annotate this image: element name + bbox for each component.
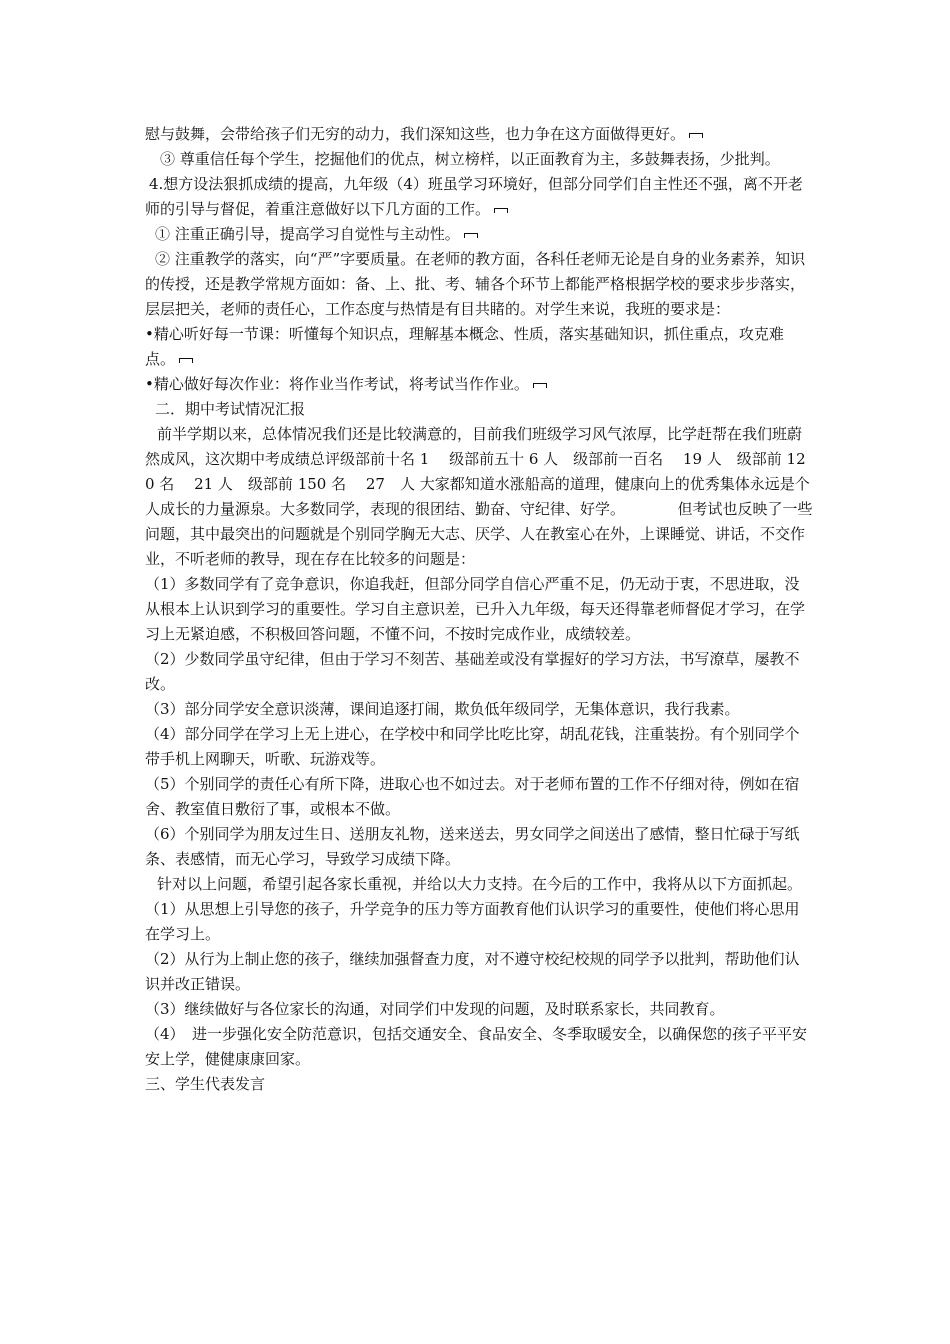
paragraph xyxy=(145,372,813,397)
paragraph xyxy=(145,247,813,322)
paragraph xyxy=(145,397,813,422)
paragraph xyxy=(145,872,813,897)
paragraph-text: （1）从思想上引导您的孩子，升学竞争的压力等方面教育他们认识学习的重要性，使他们将心思用在学习上。 xyxy=(145,900,800,943)
paragraph-mark-icon xyxy=(178,355,194,365)
paragraph-text: 三、学生代表发言 xyxy=(145,1075,266,1093)
paragraph-text: （2）少数同学虽守纪律，但由于学习不刻苦、基础差或没有掌握好的学习方法，书写潦草，屡教不改。 xyxy=(145,650,800,693)
paragraph xyxy=(145,722,813,772)
paragraph xyxy=(145,772,813,822)
paragraph-text: 二．期中考试情况汇报 xyxy=(155,400,306,418)
paragraph xyxy=(145,822,813,872)
paragraph-mark-icon xyxy=(493,205,509,215)
paragraph-text: （4）部分同学在学习上无上进心，在学校中和同学比吃比穿，胡乱花钱，注重装扮。有个别同学个带手机上网聊天，听歌、玩游戏等。 xyxy=(145,725,800,768)
paragraph xyxy=(145,322,813,372)
paragraph-text: （5）个别同学的责任心有所下降，进取心也不如过去。对于老师布置的工作不仔细对待，例如在宿舍、教室值日敷衍了事，或根本不做。 xyxy=(145,775,800,818)
paragraph xyxy=(145,647,813,697)
paragraph xyxy=(145,172,813,222)
paragraph xyxy=(145,222,813,247)
paragraph-text: ② 注重教学的落实，向“严”字要质量。在老师的教方面，各科任老师无论是自身的业务素养，知识的传授，还是教学常规方面如：备、上、批、考、辅各个环节上都能严格根据学校的要求步步落实，层层把关，老师的责任心，工作态度与热情是有目共睹的。对学生来说，我班的要求是： xyxy=(145,250,806,318)
paragraph xyxy=(145,147,813,172)
document-page xyxy=(145,122,813,1097)
paragraph-text: 慰与鼓舞，会带给孩子们无穷的动力，我们深知这些，也力争在这方面做得更好。 xyxy=(145,125,686,143)
paragraph-text: 前半学期以来，总体情况我们还是比较满意的，目前我们班级学习风气浓厚，比学赶帮在我们班蔚然成风，这次期中考成绩总评级部前十名 1 级部前五十 6 人 级部前一百名 19 人 级部前 120 名 21 人 级部前 150 名 27 人 大家都知道水涨船高的道理，健康向上的优秀集体永远是个人成长的力量源泉。大多数同学，表现的很团结、勤奋、守纪律、好学。 但考试也反映了一些问题，其中最突出的问题就是个别同学胸无大志、厌学、人在教室心在外，上课睡觉、讲话，不交作业，不听老师的教导，现在存在比较多的问题是： xyxy=(145,425,813,568)
paragraph-text: （4） 进一步强化安全防范意识，包括交通安全、食品安全、冬季取暖安全，以确保您的孩子平平安安上学，健健康康回家。 xyxy=(145,1025,808,1068)
paragraph-text: （6）个别同学为朋友过生日、送朋友礼物，送来送去，男女同学之间送出了感情，整日忙碌于写纸条、表感情，而无心学习，导致学习成绩下降。 xyxy=(145,825,800,868)
paragraph-mark-icon xyxy=(688,130,704,140)
paragraph-mark-icon xyxy=(463,230,479,240)
paragraph-text: •精心做好每次作业：将作业当作考试，将考试当作作业。 xyxy=(145,375,529,393)
paragraph-text: （1）多数同学有了竞争意识，你追我赶，但部分同学自信心严重不足，仍无动于衷，不思进取，没从根本上认识到学习的重要性。学习自主意识差，已升入九年级，每天还得靠老师督促才学习，在学习上无紧迫感，不积极回答问题，不懂不问，不按时完成作业，成绩较差。 xyxy=(145,575,806,643)
paragraph xyxy=(145,1072,813,1097)
paragraph-text: ① 注重正确引导，提高学习自觉性与主动性。 xyxy=(155,225,460,243)
paragraph-text: 针对以上问题，希望引起各家长重视，并给以大力支持。在今后的工作中，我将从以下方面抓起。 xyxy=(157,875,803,893)
paragraph-text: （2）从行为上制止您的孩子，继续加强督查力度，对不遵守校纪校规的同学予以批判，帮助他们认识并改正错误。 xyxy=(145,950,800,993)
paragraph xyxy=(145,947,813,997)
paragraph xyxy=(145,997,813,1022)
paragraph xyxy=(145,697,813,722)
paragraph xyxy=(145,897,813,947)
paragraph xyxy=(145,1022,813,1072)
paragraph-text: （3）部分同学安全意识淡薄，课间追逐打闹，欺负低年级同学，无集体意识，我行我素。 xyxy=(145,700,740,718)
paragraph xyxy=(145,422,813,572)
paragraph-mark-icon xyxy=(532,380,548,390)
paragraph-text: ③ 尊重信任每个学生，挖掘他们的优点，树立榜样，以正面教育为主，多鼓舞表扬，少批判。 xyxy=(160,150,780,168)
paragraph xyxy=(145,122,813,147)
paragraph xyxy=(145,572,813,647)
paragraph-text: （3）继续做好与各位家长的沟通，对同学们中发现的问题，及时联系家长，共同教育。 xyxy=(145,1000,725,1018)
paragraph-text: •精心听好每一节课：听懂每个知识点，理解基本概念、性质，落实基础知识，抓住重点，攻克难点。 xyxy=(145,325,784,368)
paragraph-text: 4.想方设法狠抓成绩的提高，九年级（4）班虽学习环境好，但部分同学们自主性还不强，离不开老师的引导与督促，着重注意做好以下几方面的工作。 xyxy=(145,175,803,218)
